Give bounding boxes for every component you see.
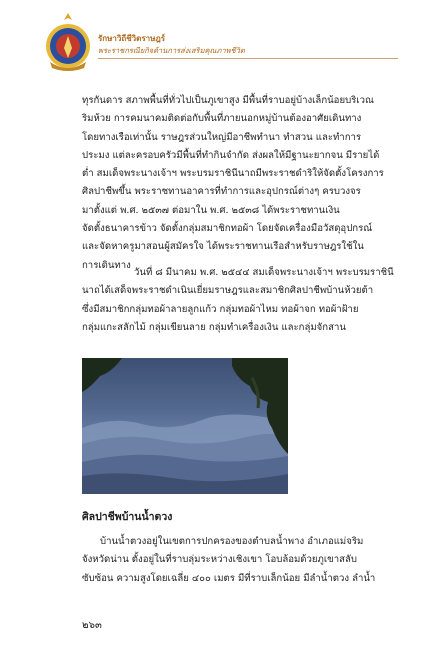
text-line: วันที่ ๘ มีนาคม พ.ศ. ๒๕๔๔ สมเด็จพระนางเจ้าฯ พระบรมราชินี: [134, 267, 394, 278]
royal-seal-icon: [44, 12, 92, 74]
text-line: ต่ำ สมเด็จพระนางเจ้าฯ พระบรมราชินีนาถมีพระราชดำริให้จัดตั้งโครงการ: [82, 168, 384, 180]
text-line: ซึ่งมีสมาชิกกลุ่มทอผ้าลายลูกแก้ว กลุ่มทอผ้าไหม ทอผ้าจก ทอผ้าฝ้าย: [82, 303, 359, 315]
text-line: กลุ่มแกะสลักไม้ กลุ่มเขียนลาย กลุ่มทำเครื่องเงิน และกลุ่มจักสาน: [82, 321, 346, 333]
header-subtitle: พระราชกรณียกิจด้านการส่งเสริมคุณภาพชีวิต: [98, 46, 245, 55]
paragraph-3: [82, 533, 376, 588]
text-line: ริมห้วย การคมนาคมติดต่อกับพื้นที่ภายนอกหมู่บ้านต้องอาศัยเดินทาง: [82, 113, 362, 125]
mountain-landscape-photo: [82, 358, 288, 494]
text-line: ศิลปาชีพขึ้น พระราชทานอาคารที่ทำการและอุปกรณ์ต่างๆ ครบวงจร: [82, 186, 361, 198]
text-line: จังหวัดน่าน ตั้งอยู่ในที่ราบลุ่มระหว่างเชิงเขา โอบล้อมด้วยภูเขาสลับ: [82, 554, 357, 566]
section-heading: ศิลปาชีพบ้านน้ำตวง: [82, 511, 173, 523]
header-divider: [98, 58, 398, 59]
text-line: โดยทางเรือเท่านั้น ราษฎรส่วนใหญ่มีอาชีพทำนา ทำสวน และทำการ: [82, 131, 362, 143]
text-line: มาตั้งแต่ พ.ศ. ๒๕๓๗ ต่อมาใน พ.ศ. ๒๕๓๘ ได้พระราชทานเงิน: [82, 204, 340, 216]
text-line: การเดินทาง: [82, 259, 131, 271]
text-line: และจัดหาครูมาสอนผู้สมัครใจ ได้พระราชทานเรือสำหรับราษฎรใช้ใน: [82, 241, 364, 253]
paragraph-2: [82, 264, 394, 337]
text-line: จัดตั้งธนาคารข้าว จัดตั้งกลุ่มสมาชิกทอผ้า โดยจัดเครื่องมือวัสดุอุปกรณ์: [82, 223, 373, 235]
text-line: ซับซ้อน ความสูงโดยเฉลี่ย ๔๐๐ เมตร มีที่ราบเล็กน้อย มีลำน้ำตวง ลำน้ำ: [82, 572, 376, 584]
text-line: บ้านน้ำตวงอยู่ในเขตการปกครองของตำบลน้ำพาง อำเภอแม่จริม: [100, 536, 364, 547]
page-number: ๒๖๓: [82, 620, 102, 631]
text-line: ประมง แต่ละครอบครัวมีพื้นที่ทำกินจำกัด ส่งผลให้มีฐานะยากจน มีรายได้: [82, 149, 380, 161]
text-line: นาถได้เสด็จพระราชดำเนินเยี่ยมราษฎรและสมาชิกศิลปาชีพบ้านห้วยต้า: [82, 285, 374, 297]
paragraph-1: [82, 92, 384, 275]
text-line: ทุรกันดาร สภาพพื้นที่ทั่วไปเป็นภูเขาสูง มีพื้นที่ราบอยู่บ้างเล็กน้อยบริเวณ: [82, 95, 374, 106]
header-title: รักษาวิถีชีวิตราษฎร์: [98, 33, 166, 43]
page-header: [44, 12, 404, 76]
